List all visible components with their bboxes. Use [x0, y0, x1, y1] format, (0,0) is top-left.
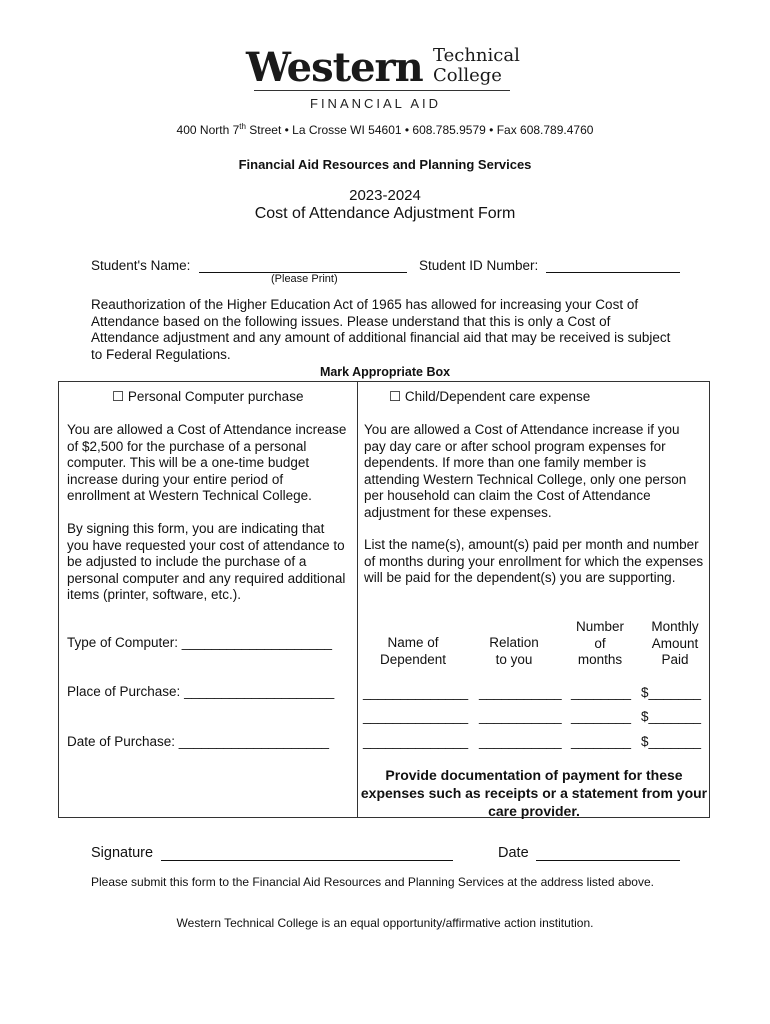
dependent-row-2-relation[interactable]: ___________ — [479, 709, 562, 724]
dependent-row-3-months[interactable]: ________ — [571, 734, 632, 749]
mark-box-heading: Mark Appropriate Box — [319, 365, 451, 379]
date-field[interactable] — [536, 846, 680, 861]
place-of-purchase-field[interactable]: Place of Purchase: ____________________ — [67, 684, 335, 699]
signature-field[interactable] — [161, 846, 453, 861]
column-divider — [357, 381, 358, 818]
signature-label: Signature — [91, 845, 154, 861]
dependent-row-3-amount[interactable]: $_______ — [641, 734, 702, 749]
logo-rule — [254, 90, 510, 91]
dependent-row-3-name[interactable]: ______________ — [363, 734, 469, 749]
student-name-field[interactable] — [199, 258, 407, 273]
dependent-row-2-name[interactable]: ______________ — [363, 709, 469, 724]
child-care-paragraph-1: You are allowed a Cost of Attendance increase if you pay day care or after school program expenses for dependents. If more than one family member is attending Western Technical College, only one person per household can claim the Cost of Attendance adjustment for these expenses. — [364, 422, 687, 520]
header-name-of-dependent: Name of Dependent — [379, 635, 447, 667]
computer-paragraph-2: By signing this form, you are indicating that you have requested your cost of attendance to be adjusted to include the purchase of a personal computer and any required additional items (printer, software, etc.). — [67, 521, 346, 602]
header-monthly-amount: Monthly Amount Paid — [651, 619, 699, 667]
student-id-label: Student ID Number: — [419, 258, 539, 273]
please-print-note: (Please Print) — [271, 273, 338, 285]
header-relation: Relation to you — [489, 635, 539, 667]
student-name-label: Student's Name: — [91, 258, 191, 273]
logo-technical: Technical — [433, 45, 520, 66]
intro-paragraph: Reauthorization of the Higher Education Act of 1965 has allowed for increasing your Cost of Attendance based on the following issues. Please understand that this is only a Cost of Attendance adjustment and any amount of additional financial aid that may be received is subject to Federal Regulations. — [91, 297, 671, 362]
child-care-checkbox[interactable]: ☐ Child/Dependent care expense — [389, 389, 591, 404]
student-id-field[interactable] — [546, 258, 680, 273]
dependent-row-1-name[interactable]: ______________ — [363, 685, 469, 700]
dependent-row-3-relation[interactable]: ___________ — [479, 734, 562, 749]
type-of-computer-field[interactable]: Type of Computer: ____________________ — [67, 635, 332, 650]
dependent-row-2-amount[interactable]: $_______ — [641, 709, 702, 724]
documentation-note: Provide documentation of payment for these expenses such as receipts or a statement from your care provider. — [360, 767, 708, 819]
dependent-row-1-months[interactable]: ________ — [571, 685, 632, 700]
submit-note: Please submit this form to the Financial Aid Resources and Planning Services at the address listed above. — [91, 875, 654, 889]
logo-college: College — [433, 65, 502, 86]
logo-brand: Western — [246, 44, 423, 91]
date-label: Date — [498, 845, 529, 861]
address-sup: th — [239, 122, 246, 131]
header-number-of-months: Number of months — [575, 619, 624, 667]
address-post: Street • La Crosse WI 54601 • 608.785.9579 • Fax 608.789.4760 — [245, 123, 594, 137]
form-title: Cost of Attendance Adjustment Form — [254, 205, 516, 222]
dependent-row-1-amount[interactable]: $_______ — [641, 685, 702, 700]
address-pre: 400 North 7 — [176, 123, 240, 137]
eeo-statement: Western Technical College is an equal opportunity/affirmative action institution. — [176, 916, 594, 930]
dependent-row-2-months[interactable]: ________ — [571, 709, 632, 724]
college-logo — [240, 42, 540, 114]
form-year: 2023-2024 — [349, 187, 421, 204]
computer-purchase-checkbox[interactable]: ☐ Personal Computer purchase — [112, 389, 304, 404]
logo-subtitle: FINANCIAL AID — [310, 96, 441, 111]
child-care-paragraph-2: List the name(s), amount(s) paid per month and number of months during your enrollment for which the expenses will be paid for the dependent(s) you are supporting. — [364, 537, 704, 585]
computer-paragraph-1: You are allowed a Cost of Attendance increase of $2,500 for the purchase of a personal computer. This will be a one-time budget increase during your entire period of enrollment at Western Technical College. — [67, 422, 347, 503]
office-name: Financial Aid Resources and Planning Services — [238, 157, 532, 172]
dependent-row-1-relation[interactable]: ___________ — [479, 685, 562, 700]
date-of-purchase-field[interactable]: Date of Purchase: ____________________ — [67, 734, 329, 749]
address-line — [0, 122, 770, 137]
